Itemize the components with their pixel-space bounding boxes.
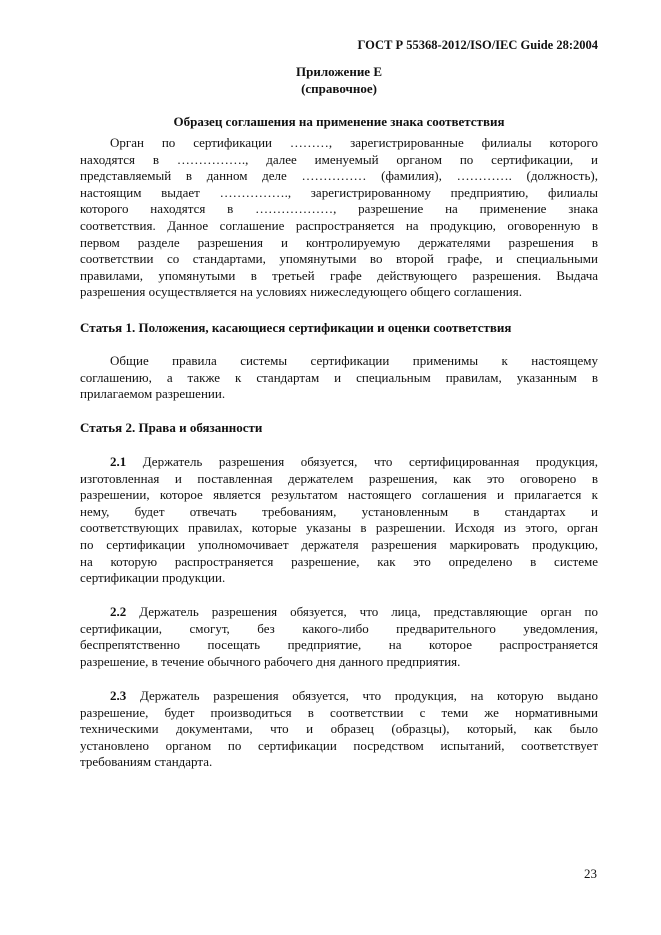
heading-article-1: Статья 1. Положения, касающиеся сертификации и оценки соответствия [80,320,512,335]
text-line: находятся в ……………., далее именуемый органом по сертификации, и [80,151,598,167]
clause-text: Держатель разрешения обязуется, что лица, представляющие орган по [139,604,599,619]
text-line: соответствующих правилах, которые указаны в разрешении. Исходя из этого, орган [80,520,598,536]
text-line [80,604,598,621]
page-number: 23 [584,866,597,881]
text-line: разрешение, в течение обычного рабочего дня данного предприятия. [80,653,461,669]
clause-number: 2.1 [110,454,127,469]
standard-designation: ГОСТ Р 55368-2012/ISO/IEC Guide 28:2004 [357,38,598,52]
text-line: по сертификации уполномочивает держателя разрешения маркировать продукцию, [80,536,598,552]
text-line: установлено органом по сертификации посредством испытаний, соответствует [80,737,598,753]
text-line: настоящим выдает ……………., зарегистрированному предприятию, филиалы [80,184,598,200]
clause-number: 2.2 [110,604,127,619]
clause-text: Держатель разрешения обязуется, что продукция, на которую выдано [139,688,598,703]
paragraph-article-1 [80,353,598,403]
clause-number: 2.3 [110,688,127,703]
text-line: представляемый в данном деле …………… (фамилия), …………. (должность), [80,168,598,184]
text-line: нему, будет отвечать требованиям, установленным в стандартах и [80,503,598,519]
paragraph-2-1 [80,454,598,587]
text-line: правилами, упомянутыми в третьей графе действующего разрешения. Выдача [80,267,598,283]
paragraph-2-3 [80,688,598,771]
text-line: на которую распространяется разрешение, как это определено в системе [80,553,598,569]
text-line: разрешение, будет производиться в соответствии с теми же нормативными [80,704,598,720]
text-line: сертификации продукции. [80,570,226,586]
text-line: разрешении, которое является результатом настоящего соглашения и прилагается к [80,487,598,503]
text-line: беспрепятственно посещать предприятие, на которое распространяется [80,637,598,653]
clause-text: Держатель разрешения обязуется, что сертифицированная продукция, [142,454,598,469]
paragraph-2-2 [80,604,598,670]
text-line: Орган по сертификации ………, зарегистрированные филиалы которого [110,135,598,150]
annex-title: Приложение Е [296,64,382,79]
document-title: Образец соглашения на применение знака соответствия [173,114,505,129]
text-line: первом разделе разрешения и контролируемую держателями разрешения в [80,234,598,250]
text-line: соответствия. Данное соглашение распространяется на продукцию, оговоренную в [80,217,598,233]
paragraph-intro [80,135,598,301]
text-line: техническими документами, что и образец (образцы), который, как было [80,721,598,737]
text-line: прилагаемом разрешении. [80,386,226,402]
text-line: которого находятся в ………………, разрешение на применение знака [80,201,598,217]
text-line: соглашению, а также к стандартам и специальным правилам, указанным в [80,369,598,385]
text-line: Общие правила системы сертификации применимы к настоящему [110,353,598,368]
text-line: разрешения осуществляется на условиях нижеследующего общего соглашения. [80,284,522,300]
annex-subtitle: (справочное) [301,81,377,96]
text-line [80,454,598,471]
text-line [80,688,598,705]
text-line: требованиям стандарта. [80,754,213,770]
heading-article-2: Статья 2. Права и обязанности [80,420,263,435]
text-line: изготовленная и поставленная держателем разрешения, как это оговорено в [80,470,598,486]
text-line: сертификации, смогут, без какого-либо предварительного уведомления, [80,620,598,636]
text-line: соответствии со стандартами, упомянутыми во второй графе, и специальными [80,251,598,267]
